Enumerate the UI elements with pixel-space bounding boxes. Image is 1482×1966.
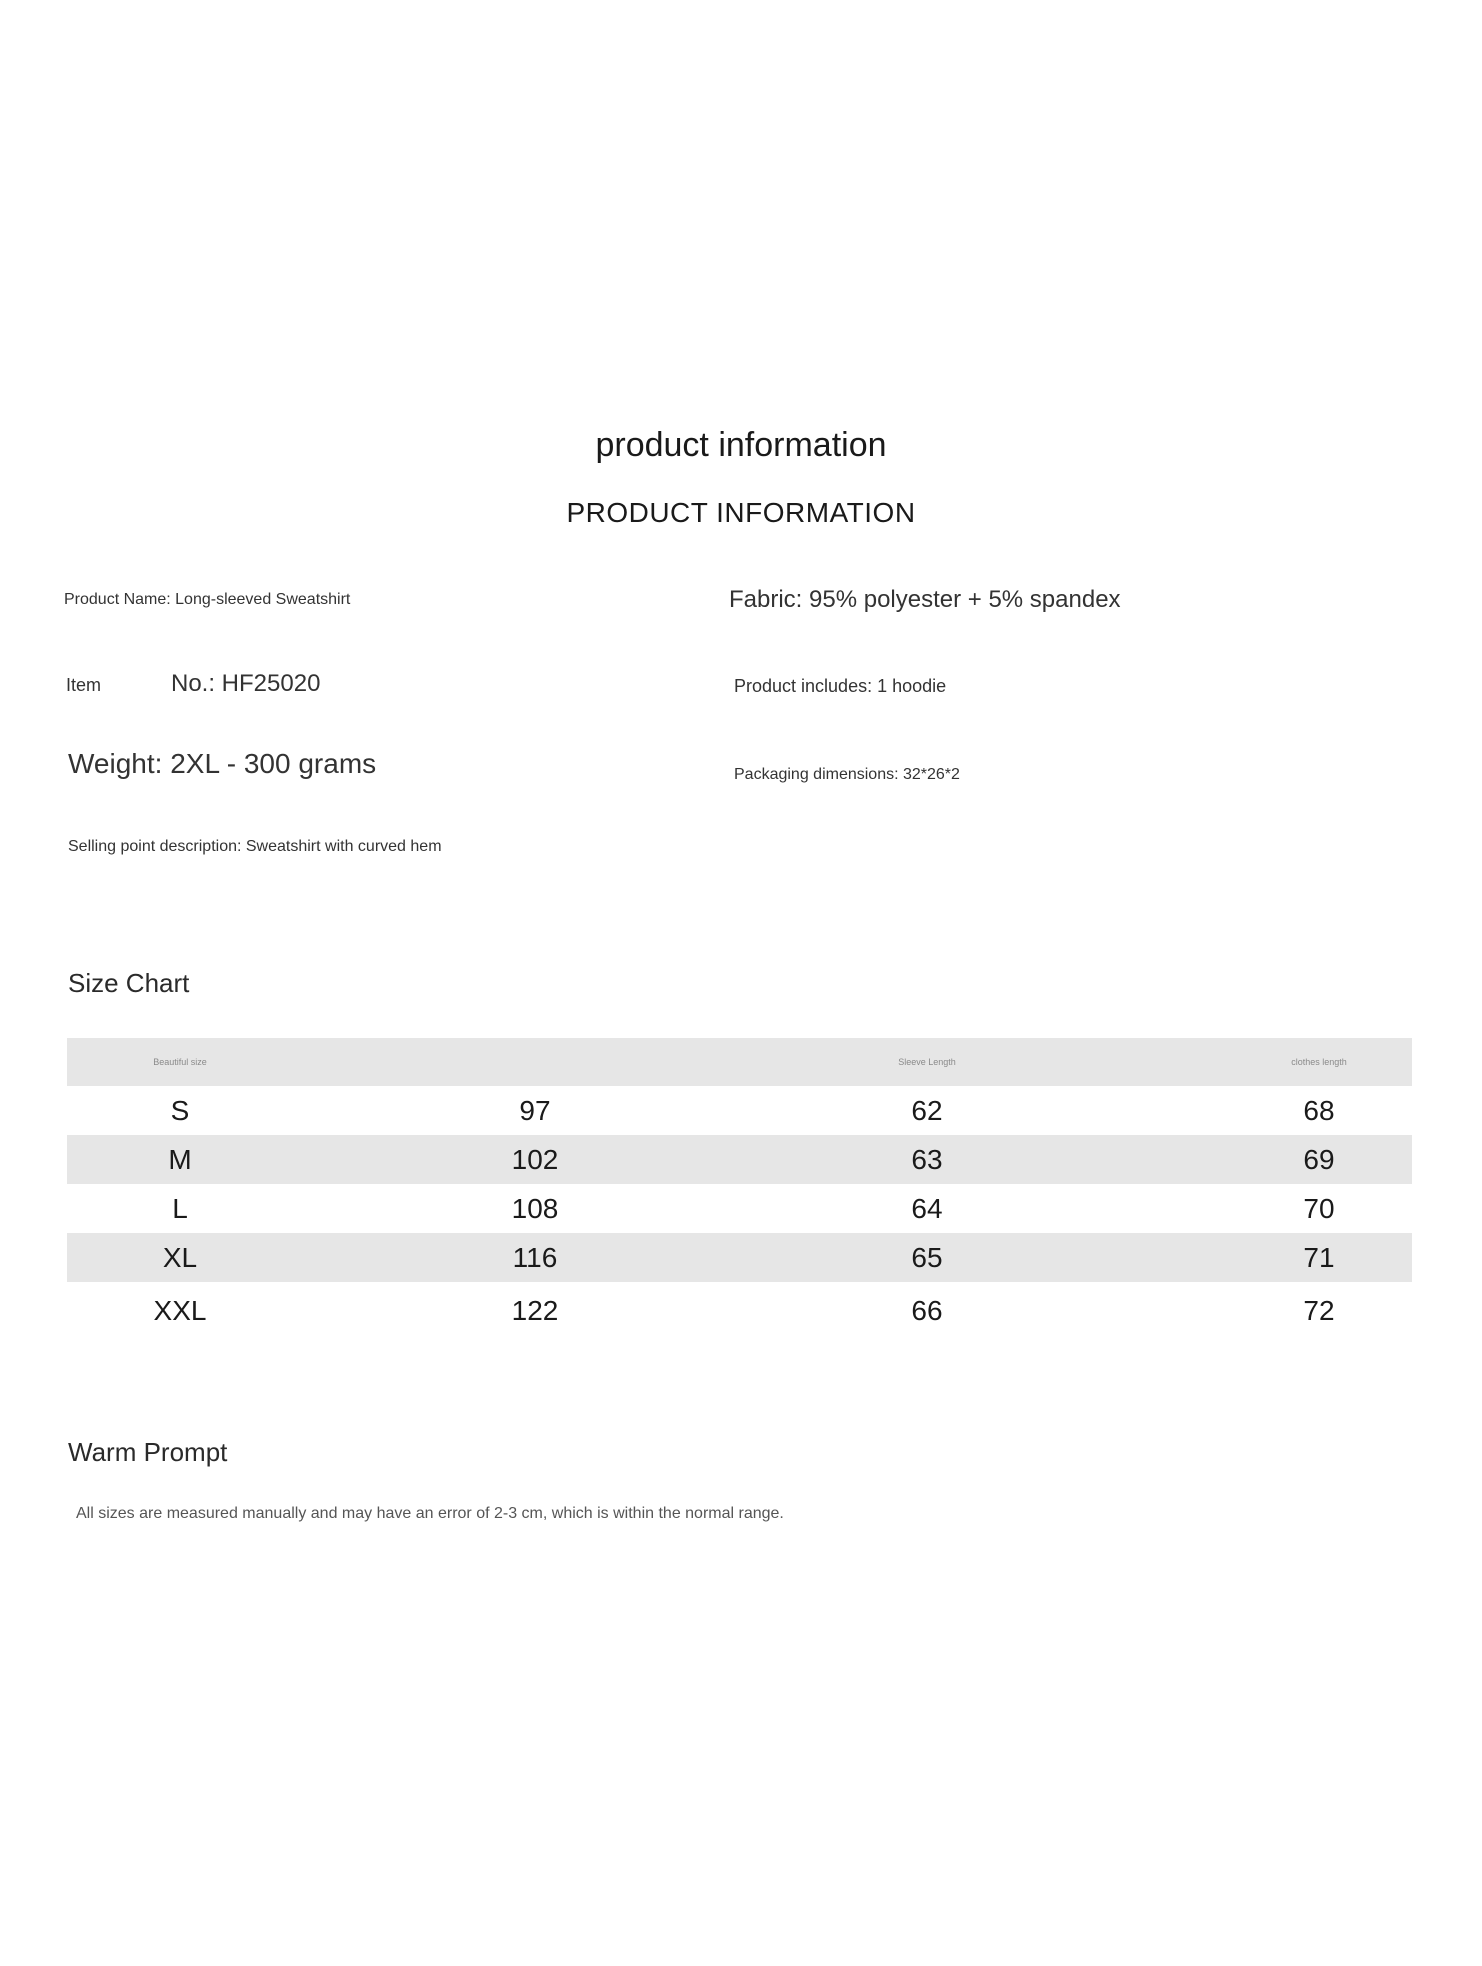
table-row [67, 1233, 1412, 1282]
table-cell: 69 [1303, 1143, 1335, 1175]
column-header: clothes length [1291, 1057, 1347, 1067]
table-cell: 71 [1303, 1241, 1335, 1273]
item-label: Item [66, 675, 102, 695]
table-cell: 97 [519, 1094, 551, 1126]
product-name: Product Name: Long-sleeved Sweatshirt [64, 591, 351, 608]
size-cell: S [170, 1094, 190, 1126]
table-cell: 108 [511, 1192, 559, 1224]
product-includes: Product includes: 1 hoodie [734, 676, 947, 696]
size-cell: XL [162, 1241, 198, 1273]
table-cell: 72 [1303, 1295, 1335, 1326]
fabric-info: Fabric: 95% polyester + 5% spandex [729, 586, 1121, 613]
size-chart-table [67, 1038, 1412, 1340]
table-cell: 122 [511, 1295, 559, 1326]
warm-prompt-heading: Warm Prompt [68, 1437, 228, 1467]
table-row [67, 1184, 1412, 1233]
table-row [67, 1282, 1412, 1340]
table-row [67, 1086, 1412, 1135]
item-number: No.: HF25020 [171, 670, 321, 697]
table-cell: 65 [911, 1241, 943, 1273]
size-chart-heading: Size Chart [68, 968, 190, 998]
table-cell: 66 [911, 1295, 943, 1326]
size-cell: XXL [153, 1295, 207, 1326]
table-cell: 102 [511, 1143, 559, 1175]
size-cell: L [172, 1192, 188, 1224]
warm-prompt-text: All sizes are measured manually and may have an error of 2-3 cm, which is within the normal range. [76, 1505, 784, 1522]
table-cell: 62 [911, 1094, 943, 1126]
weight-info: Weight: 2XL - 300 grams [68, 748, 377, 779]
packaging-dimensions: Packaging dimensions: 32*26*2 [734, 766, 960, 783]
table-cell: 116 [512, 1241, 558, 1273]
table-row [67, 1135, 1412, 1184]
column-header: Beautiful size [153, 1057, 207, 1067]
size-cell: M [168, 1143, 192, 1175]
table-cell: 63 [911, 1143, 943, 1175]
table-cell: 70 [1303, 1192, 1335, 1224]
page-title: product information [595, 426, 887, 464]
table-cell: 68 [1303, 1094, 1335, 1126]
page-subtitle: PRODUCT INFORMATION [566, 497, 916, 528]
column-header [435, 1038, 635, 1086]
table-header-row [67, 1038, 1412, 1086]
selling-point: Selling point description: Sweatshirt with curved hem [68, 838, 442, 855]
column-header: Sleeve Length [898, 1057, 956, 1067]
table-cell: 64 [911, 1192, 943, 1224]
